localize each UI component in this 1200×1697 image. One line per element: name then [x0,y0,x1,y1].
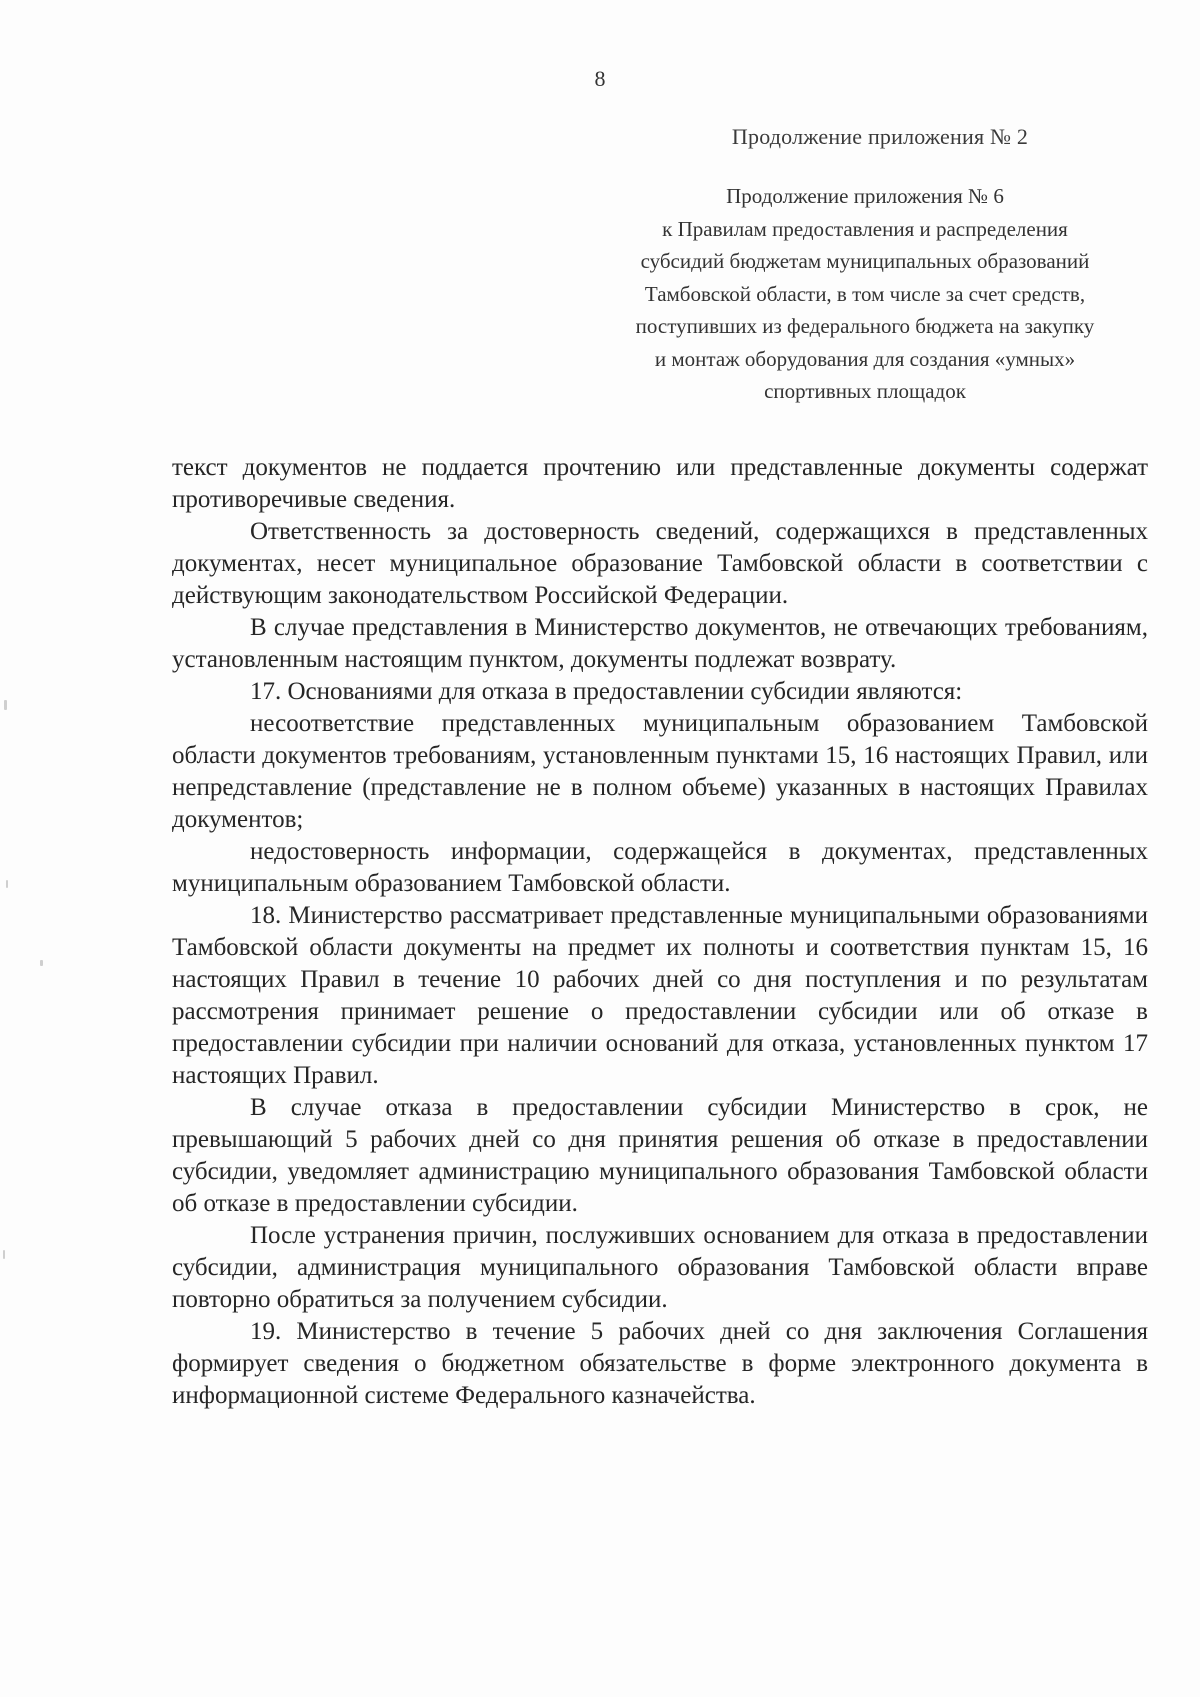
scan-speck [3,1250,5,1259]
paragraph-ground-unreliability: недостоверность информации, содержащейся в документах, представленных муниципальным образованием Тамбовской области. [172,838,1148,897]
paragraph-return-documents: В случае представления в Министерство документов, не отвечающих требованиям, установленным настоящим пунктом, документы подлежат возврату. [172,614,1148,673]
paragraph-responsibility: Ответственность за достоверность сведений, содержащихся в представленных документах, несет муниципальное образование Тамбовской области в соответствии с действующим законодательством Российской Федерации. [172,518,1148,609]
paragraph-item-19: 19. Министерство в течение 5 рабочих дней со дня заключения Соглашения формирует сведения о бюджетном обязательстве в форме электронного документа в информационной системе Федерального казначейства. [172,1318,1148,1409]
appendix-6-header [585,180,1145,408]
appendix-6-line: субсидий бюджетам муниципальных образований [640,249,1090,273]
appendix-6-line: Продолжение приложения № 6 [726,184,1004,208]
paragraph-ground-noncompliance: несоответствие представленных муниципальным образованием Тамбовской области документов требованиям, установленным пунктами 15, 16 настоящих Правил, или непредставление (представление не в полном объеме) указанных в настоящих Правилах документов; [172,710,1148,833]
appendix-6-line: спортивных площадок [764,379,966,403]
paragraph-item-17: 17. Основаниями для отказа в предоставлении субсидии являются: [250,678,963,705]
paragraph-reapply: После устранения причин, послуживших основанием для отказа в предоставлении субсидии, администрация муниципального образования Тамбовской области вправе повторно обратиться за получением субсидии. [172,1222,1148,1313]
appendix-6-line: к Правилам предоставления и распределения [662,216,1068,241]
appendix-6-line: и монтаж оборудования для создания «умных» [654,346,1076,371]
scan-speck [40,960,43,966]
document-body [172,452,1148,1412]
paragraph-item-18: 18. Министерство рассматривает представленные муниципальными образованиями Тамбовской области документы на предмет их полноты и соответствия пунктам 15, 16 настоящих Правил в течение 10 рабочих дней со дня поступления и по результатам рассмотрения принимает решение о предоставлении субсидии или об отказе в предоставлении субсидии при наличии оснований для отказа, установленных пунктом 17 настоящих Правил. [172,902,1148,1089]
appendix-2-continuation: Продолжение приложения № 2 [731,124,1029,149]
paragraph-refusal-notice: В случае отказа в предоставлении субсидии Министерство в срок, не превышающий 5 рабочих дней со дня принятия решения об отказе в предоставлении субсидии, уведомляет администрацию муниципального образования Тамбовской области об отказе в предоставлении субсидии. [172,1094,1148,1217]
appendix-6-line: Тамбовской области, в том числе за счет средств, [644,281,1086,306]
page-number: 8 [594,66,606,91]
paragraph-continuation: текст документов не поддается прочтению или представленные документы содержат противоречивые сведения. [172,454,1148,513]
appendix-6-line: поступивших из федерального бюджета на закупку [635,314,1095,338]
scan-speck [4,700,7,710]
scan-speck [6,880,8,888]
